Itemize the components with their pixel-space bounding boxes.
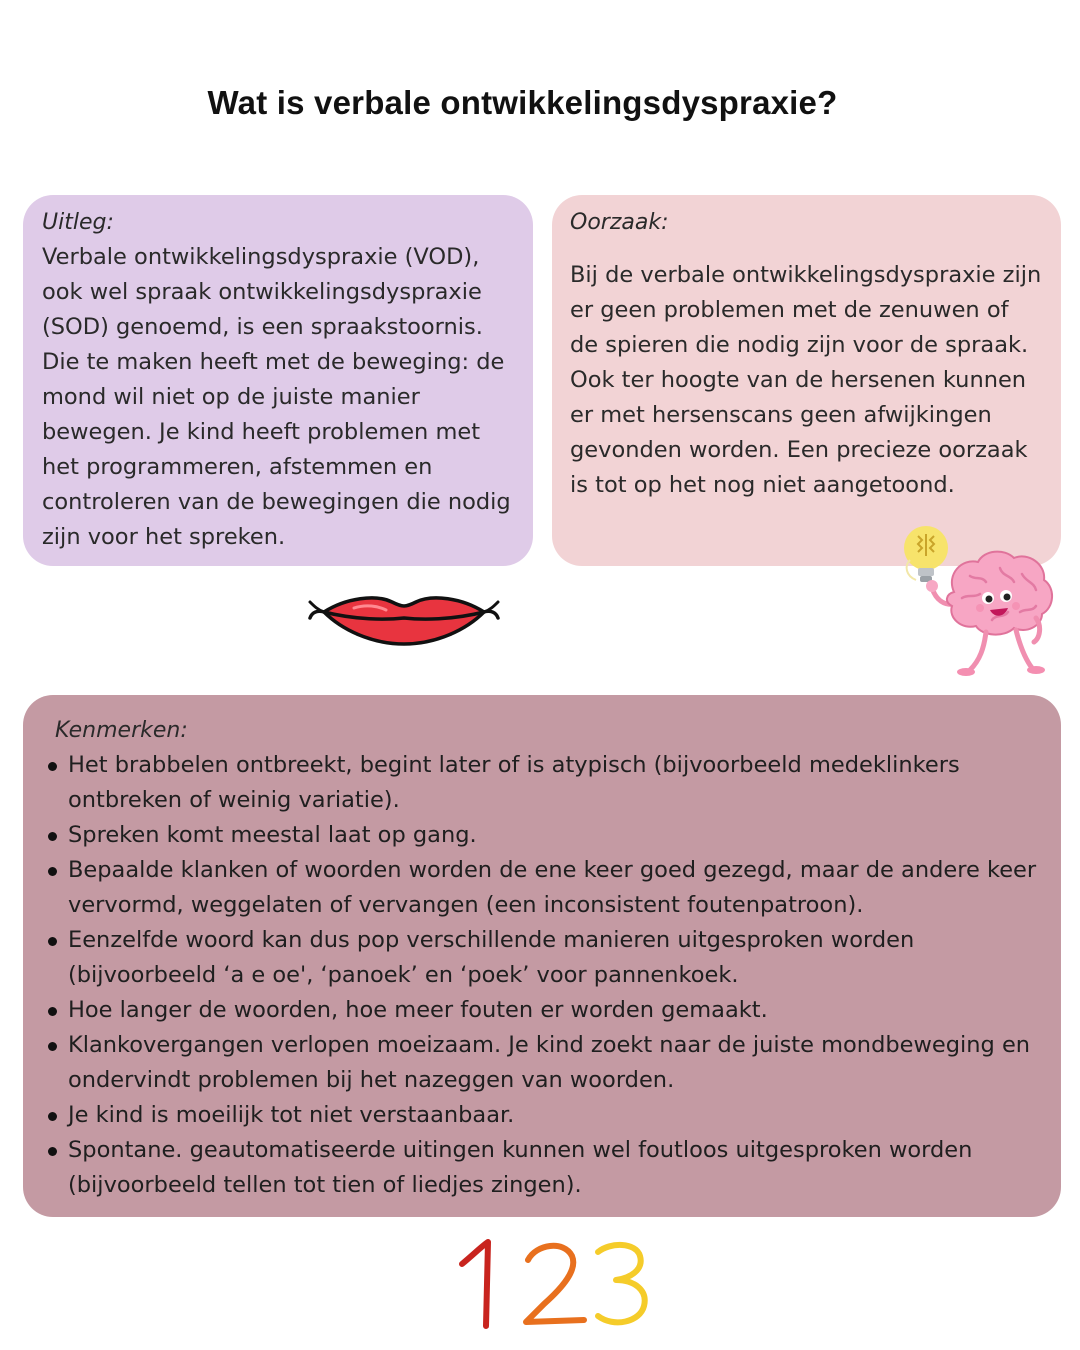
list-item: Het brabbelen ontbreekt, begint later of is atypisch (bijvoorbeeld medeklinkers ontbreken of weinig variatie). bbox=[68, 748, 1051, 818]
lips-icon bbox=[306, 590, 502, 650]
kenmerken-list bbox=[43, 748, 1051, 1203]
oorzaak-text: Bij de verbale ontwikkelingsdyspraxie zijn er geen problemen met de zenuwen of de spieren die nodig zijn voor de spraak. Ook ter hoogte van de hersenen kunnen er met hersenscans geen afwijkingen gevonden worden. Een precieze oorzaak is tot op het nog niet aangetoond. bbox=[570, 262, 1042, 498]
list-item: Spreken komt meestal laat op gang. bbox=[68, 818, 1051, 853]
brain-character-icon bbox=[896, 522, 1058, 678]
oorzaak-card bbox=[552, 195, 1061, 566]
page-title: Wat is verbale ontwikkelingsdyspraxie? bbox=[207, 84, 838, 121]
uitleg-card bbox=[23, 195, 533, 566]
oorzaak-heading: Oorzaak: bbox=[570, 210, 669, 235]
uitleg-text: Verbale ontwikkelingsdyspraxie (VOD), ook wel spraak ontwikkelingsdyspraxie (SOD) genoemd, is een spraakstoornis. Die te maken heeft met de beweging: de mond wil niet op de juiste manier bewegen. Je kind heeft problemen met het programmeren, afstemmen en controleren van de bewegingen die nodig zijn voor het spreken. bbox=[42, 244, 511, 550]
list-item: Hoe langer de woorden, hoe meer fouten er worden gemaakt. bbox=[68, 993, 1051, 1028]
list-item: Eenzelfde woord kan dus pop verschillende manieren uitgesproken worden (bijvoorbeeld ‘a e oe', ‘panoek’ en ‘poek’ voor pannenkoek. bbox=[68, 923, 1051, 993]
kenmerken-heading: Kenmerken: bbox=[55, 718, 188, 743]
list-item: Spontane. geautomatiseerde uitingen kunnen wel foutloos uitgesproken worden (bijvoorbeeld tellen tot tien of liedjes zingen). bbox=[68, 1133, 1051, 1203]
kenmerken-card bbox=[23, 695, 1061, 1217]
numbers-123-icon bbox=[452, 1238, 652, 1330]
list-item: Je kind is moeilijk tot niet verstaanbaar. bbox=[68, 1098, 1051, 1133]
uitleg-heading: Uitleg: bbox=[42, 210, 114, 235]
list-item: Bepaalde klanken of woorden worden de ene keer goed gezegd, maar de andere keer vervormd, weggelaten of vervangen (een inconsistent foutenpatroon). bbox=[68, 853, 1051, 923]
list-item: Klankovergangen verlopen moeizaam. Je kind zoekt naar de juiste mondbeweging en ondervindt problemen bij het nazeggen van woorden. bbox=[68, 1028, 1051, 1098]
